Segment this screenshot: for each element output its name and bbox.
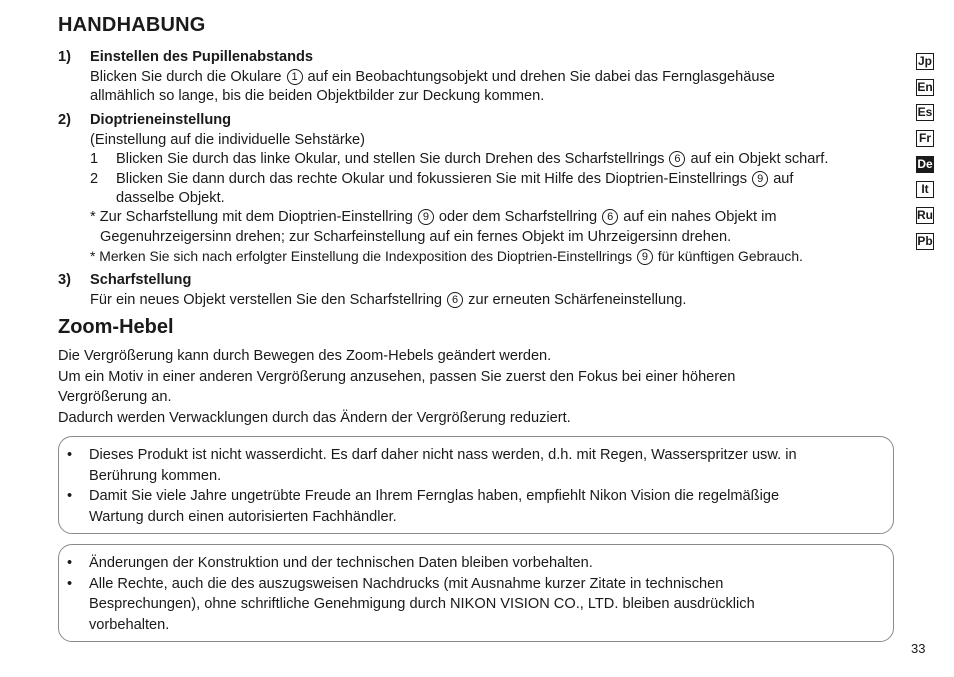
- language-tab-de[interactable]: De: [917, 157, 933, 171]
- section-number: 2): [58, 112, 71, 128]
- callout-number-9: 9: [752, 171, 768, 187]
- callout-number-9: 9: [637, 249, 653, 265]
- language-tab-es[interactable]: Es: [917, 105, 933, 119]
- language-tab-jp[interactable]: Jp: [917, 54, 932, 68]
- footnote-scharfstellung: * Zur Scharfstellung mit dem Dioptrien-Einstellring 9 oder dem Scharfstellring 6 auf ein nahes Objekt im Gegenuhrzeigersinn drehen; zur Scharfeinstellung auf ein fernes Objekt im Uhrzeigersinn drehen.: [90, 209, 777, 245]
- section-title: Scharfstellung: [90, 272, 192, 288]
- list-item: • Damit Sie viele Jahre ungetrübte Freude an Ihrem Fernglas haben, empfiehlt Nikon Vision die regelmäßige Wartung durch einen autorisierten Fachhändler.: [67, 488, 780, 525]
- callout-number-6: 6: [602, 209, 618, 225]
- section-title: Dioptrieneinstellung: [90, 112, 232, 128]
- section-subtitle: (Einstellung auf die individuelle Sehstärke): [90, 131, 366, 148]
- language-tab-ru[interactable]: Ru: [917, 208, 933, 222]
- paragraph-line: Um ein Motiv in einer anderen Vergrößerung anzusehen, passen Sie zuerst den Fokus bei einer höheren: [58, 368, 736, 385]
- footnote-indexposition: * Merken Sie sich nach erfolgter Einstellung die Indexposition des Dioptrien-Einstellrings 9 für künftigen Gebrauch.: [90, 248, 803, 264]
- section-pupillenabstand: [58, 48, 878, 108]
- language-tab-en[interactable]: En: [917, 80, 933, 94]
- paragraph-line: Die Vergrößerung kann durch Bewegen des Zoom-Hebels geändert werden.: [58, 348, 552, 364]
- callout-number-9: 9: [418, 209, 434, 225]
- paragraph-line: Vergrößerung an.: [58, 389, 172, 405]
- list-item: • Alle Rechte, auch die des auszugsweisen Nachdrucks (mit Ausnahme kurzer Zitate in technischen Besprechungen), ohne schriftliche Genehmigung durch NIKON VISION CO., LTD. bleiben ausdrücklich vorbehalten.: [67, 575, 755, 633]
- callout-number-1: 1: [287, 69, 303, 85]
- list-item: • Dieses Produkt ist nicht wasserdicht. Es darf daher nicht nass werden, d.h. mit Regen, Wasserspritzer usw. in Berührung kommen.: [67, 447, 797, 484]
- notice-box-rights: [58, 544, 894, 642]
- section-title: Einstellen des Pupillenabstands: [90, 49, 314, 65]
- body-line: Für ein neues Objekt verstellen Sie den Scharfstellring 6 zur erneuten Schärfeneinstellung.: [90, 291, 687, 308]
- section-number: 1): [58, 49, 71, 65]
- list-item: • Änderungen der Konstruktion und der technischen Daten bleiben vorbehalten.: [67, 555, 593, 571]
- callout-number-6: 6: [669, 151, 685, 167]
- callout-number-6: 6: [447, 292, 463, 308]
- section-number: 3): [58, 272, 71, 288]
- zoom-description: [58, 346, 735, 428]
- language-tab-fr[interactable]: Fr: [916, 130, 934, 147]
- language-tab-pb[interactable]: Pb: [917, 234, 933, 248]
- notice-box-care: [58, 436, 894, 534]
- body-line: allmählich so lange, bis die beiden Objektbilder zur Deckung kommen.: [90, 88, 545, 105]
- section-scharfstellung: [58, 271, 878, 311]
- page-number: 33: [911, 641, 926, 656]
- paragraph-line: Dadurch werden Verwacklungen durch das Ändern der Vergrößerung reduziert.: [58, 409, 571, 426]
- language-tab-it[interactable]: It: [916, 181, 934, 198]
- section-heading-handhabung: HANDHABUNG: [58, 14, 206, 36]
- section-heading-zoom-hebel: Zoom-Hebel: [58, 316, 174, 338]
- body-line: Blicken Sie durch die Okulare 1 auf ein Beobachtungsobjekt und drehen Sie dabei das Fernglasgehäuse: [90, 68, 775, 85]
